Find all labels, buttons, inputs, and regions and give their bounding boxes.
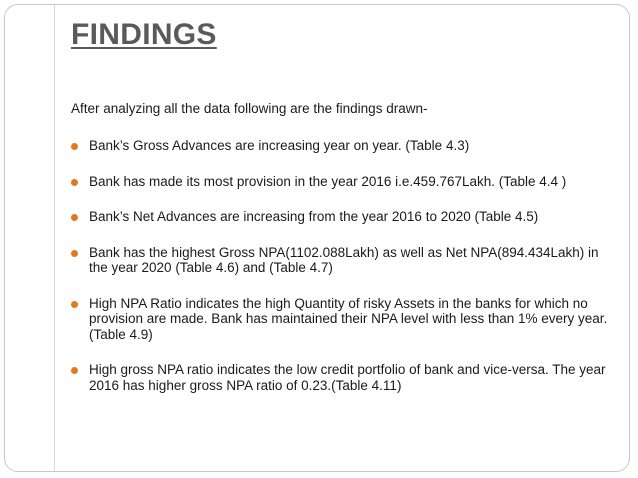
finding-item — [71, 174, 611, 190]
bullet-icon — [71, 143, 78, 150]
findings-list — [71, 138, 611, 413]
finding-text: Bank’s Gross Advances are increasing year on year. (Table 4.3) — [89, 138, 470, 153]
bullet-icon — [71, 250, 78, 257]
left-divider — [54, 5, 55, 471]
intro-text: After analyzing all the data following are the findings drawn- — [71, 101, 428, 116]
finding-item — [71, 138, 611, 154]
slide-title: FINDINGS — [71, 18, 217, 51]
finding-text: High gross NPA ratio indicates the low credit portfolio of bank and vice-versa. The year 2016 has higher gross NPA ratio of 0.23.(Table 4.11) — [89, 362, 606, 393]
finding-text: Bank has the highest Gross NPA(1102.088Lakh) as well as Net NPA(894.434Lakh) in the year 2020 (Table 4.6) and (Table 4.7) — [89, 244, 599, 275]
finding-item — [71, 362, 611, 393]
bullet-icon — [71, 367, 78, 374]
finding-text: Bank’s Net Advances are increasing from the year 2016 to 2020 (Table 4.5) — [89, 209, 539, 224]
finding-text: High NPA Ratio indicates the high Quantity of risky Assets in the banks for which no provision are made. Bank has maintained their NPA level with less than 1% every year. (Table 4.9) — [89, 295, 608, 342]
finding-item — [71, 209, 611, 225]
bullet-icon — [71, 179, 78, 186]
finding-text: Bank has made its most provision in the year 2016 i.e.459.767Lakh. (Table 4.4 ) — [89, 173, 567, 189]
finding-item — [71, 245, 611, 276]
bullet-icon — [71, 301, 78, 308]
finding-item — [71, 296, 611, 343]
bullet-icon — [71, 214, 78, 221]
